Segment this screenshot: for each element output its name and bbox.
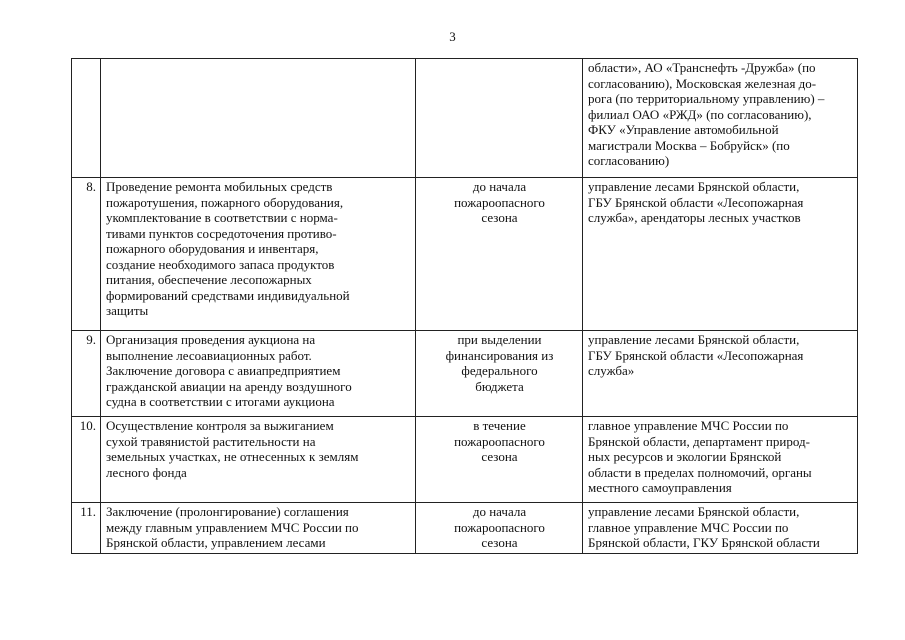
measure-deadline: до начала пожароопасного сезона	[416, 503, 583, 554]
table-row	[72, 503, 858, 554]
measures-table	[71, 58, 858, 554]
measure-responsible: управление лесами Брянской области, главное управление МЧС России по Брянской области, ГКУ Брянской области	[583, 503, 858, 554]
measure-description: Осуществление контроля за выжиганием сухой травянистой растительности на земельных участках, не отнесенных к землям лесного фонда	[101, 417, 416, 503]
table-row	[72, 417, 858, 503]
measure-description: Организация проведения аукциона на выполнение лесоавиационных работ. Заключение договора с авиапредприятием гражданской авиации на аренду воздушного судна в соответствии с итогами аукциона	[101, 331, 416, 417]
measure-responsible: управление лесами Брянской области, ГБУ Брянской области «Лесопожарная служба», арендаторы лесных участков	[583, 178, 858, 331]
table-row	[72, 59, 858, 178]
table-row	[72, 178, 858, 331]
measure-deadline: при выделении финансирования из федерального бюджета	[416, 331, 583, 417]
measure-deadline: в течение пожароопасного сезона	[416, 417, 583, 503]
row-number	[72, 59, 101, 178]
row-number: 9.	[72, 331, 101, 417]
measure-deadline	[416, 59, 583, 178]
measure-responsible: управление лесами Брянской области, ГБУ Брянской области «Лесопожарная служба»	[583, 331, 858, 417]
measure-deadline: до начала пожароопасного сезона	[416, 178, 583, 331]
measure-description	[101, 59, 416, 178]
measure-responsible: главное управление МЧС России по Брянской области, департамент природ- ных ресурсов и экологии Брянской области в пределах полномочий, органы местного самоуправления	[583, 417, 858, 503]
row-number: 8.	[72, 178, 101, 331]
page-number: 3	[449, 29, 456, 44]
table-row	[72, 331, 858, 417]
row-number: 11.	[72, 503, 101, 554]
row-number: 10.	[72, 417, 101, 503]
measure-responsible: области», АО «Транснефть -Дружба» (по согласованию), Московская железная до- рога (по территориальному управлению) – филиал ОАО «РЖД» (по согласованию), ФКУ «Управление автомобильной магистрали Москва – Бобруйск» (по согласованию)	[583, 59, 858, 178]
measure-description: Заключение (пролонгирование) соглашения между главным управлением МЧС России по Брянской области, управлением лесами	[101, 503, 416, 554]
measure-description: Проведение ремонта мобильных средств пожаротушения, пожарного оборудования, укомплектование в соответствии с норма- тивами пунктов сосредоточения противо- пожарного оборудования и инвентаря, создание необходимого запаса продуктов питания, обеспечение лесопожарных формирований средствами индивидуальной защиты	[101, 178, 416, 331]
